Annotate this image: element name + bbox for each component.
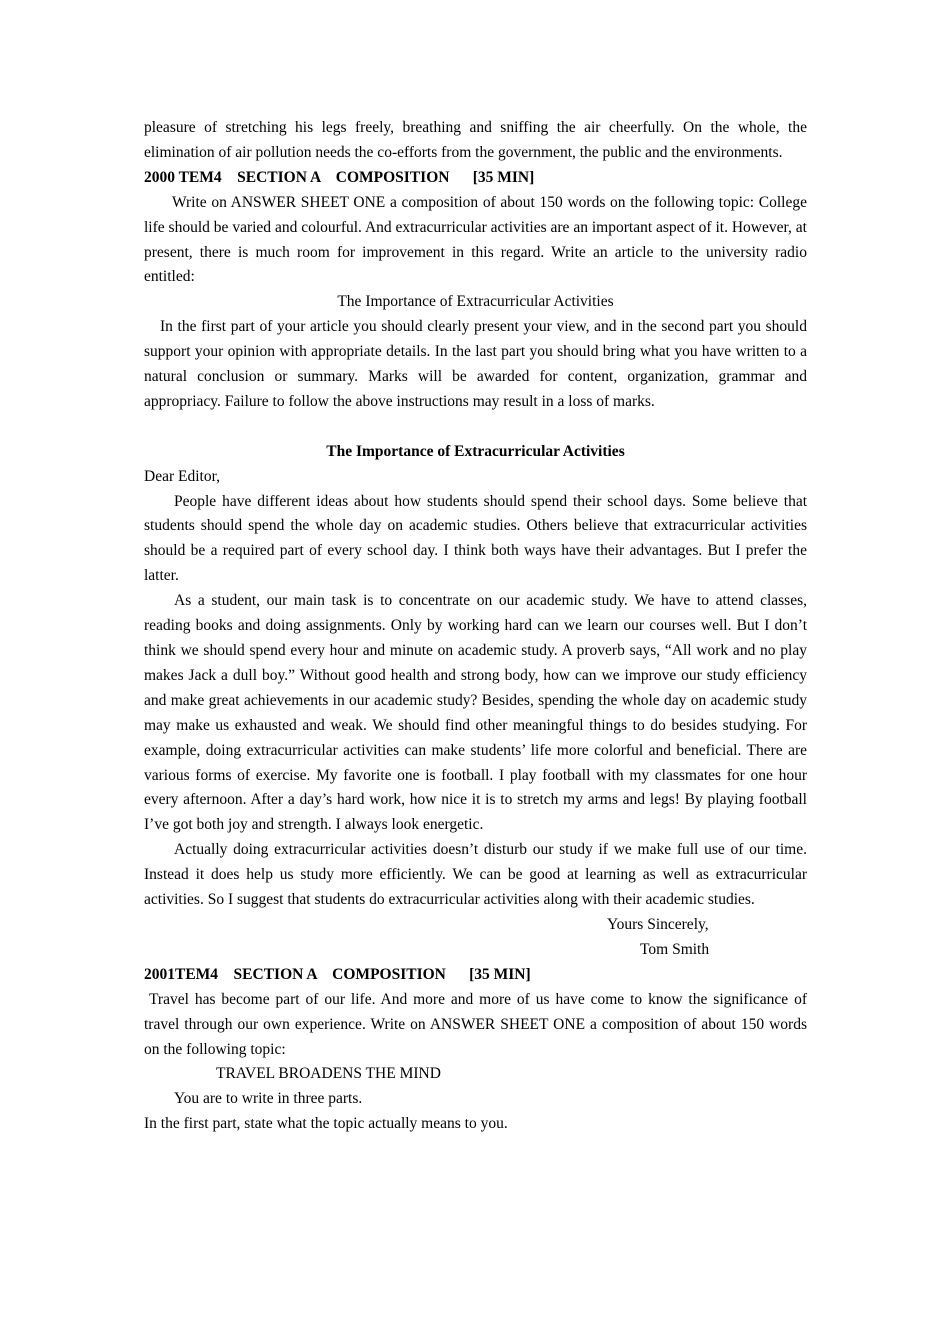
instructions-2001: Travel has become part of our life. And more and more of us have come to know the significance of travel through our own experience. Write on ANSWER SHEET ONE a composition of about 150 words on the following topic: <box>144 990 807 1058</box>
essay-salutation: Dear Editor, <box>144 467 220 485</box>
parts-instructions-2000: In the first part of your article you should clearly present your view, and in the second part you should support your opinion with appropriate details. In the last part you should bring what you have written to a natural conclusion or summary. Marks will be awarded for content, organization, grammar and appropriacy. Failure to follow the above instructions may result in a loss of marks. <box>144 318 807 410</box>
document-page <box>144 116 807 1137</box>
essay-closing: Yours Sincerely, <box>607 915 709 933</box>
parts-intro-2001: You are to write in three parts. <box>174 1090 363 1108</box>
section-heading-2000: 2000 TEM4 SECTION A COMPOSITION [35 MIN] <box>144 168 535 186</box>
first-part-instruction-2001: In the first part, state what the topic actually means to you. <box>144 1115 508 1133</box>
essay-paragraph-1: People have different ideas about how students should spend their school days. Some believe that students should spend the whole day on academic studies. Others believe that extracurricular activities should be a required part of every school day. I think both ways have their advantages. But I prefer the latter. <box>144 492 807 585</box>
previous-essay-ending: pleasure of stretching his legs freely, breathing and sniffing the air cheerfully. On the whole, the elimination of air pollution needs the co-efforts from the government, the public and the environments. <box>144 119 807 161</box>
topic-2001: TRAVEL BROADENS THE MIND <box>216 1065 441 1083</box>
spacer <box>144 415 807 440</box>
essay-paragraph-2: As a student, our main task is to concentrate on our academic study. We have to attend classes, reading books and doing assignments. Only by working hard can we learn our courses well. But I don’t think we should spend every hour and minute on academic study. A proverb says, “All work and no play makes Jack a dull boy.” Without good health and strong body, how can we improve our study efficiency and make great achievements in our academic study? Besides, spending the whole day on academic study may make us exhausted and weak. We should find other meaningful things to do besides studying. For example, doing extracurricular activities can make students’ life more colorful and beneficial. There are various forms of exercise. My favorite one is football. I play football with my classmates for one hour every afternoon. After a day’s hard work, how nice it is to stretch my arms and legs! By playing football I’ve got both joy and strength. I always look energetic. <box>144 592 807 834</box>
essay-signature: Tom Smith <box>640 940 710 958</box>
essay-paragraph-3: Actually doing extracurricular activities doesn’t disturb our study if we make full use of our time. Instead it does help us study more efficiently. We can be good at learning as well as extracurricular activities. So I suggest that students do extracurricular activities along with their academic studies. <box>144 841 807 909</box>
essay-title: The Importance of Extracurricular Activities <box>326 442 625 460</box>
section-heading-2001: 2001TEM4 SECTION A COMPOSITION [35 MIN] <box>144 965 531 983</box>
topic-2000: The Importance of Extracurricular Activities <box>337 293 614 311</box>
instructions-2000: Write on ANSWER SHEET ONE a composition of about 150 words on the following topic: College life should be varied and colourful. And extracurricular activities are an important aspect of it. However, at present, there is much room for improvement in this regard. Write an article to the university radio entitled: <box>144 193 807 286</box>
